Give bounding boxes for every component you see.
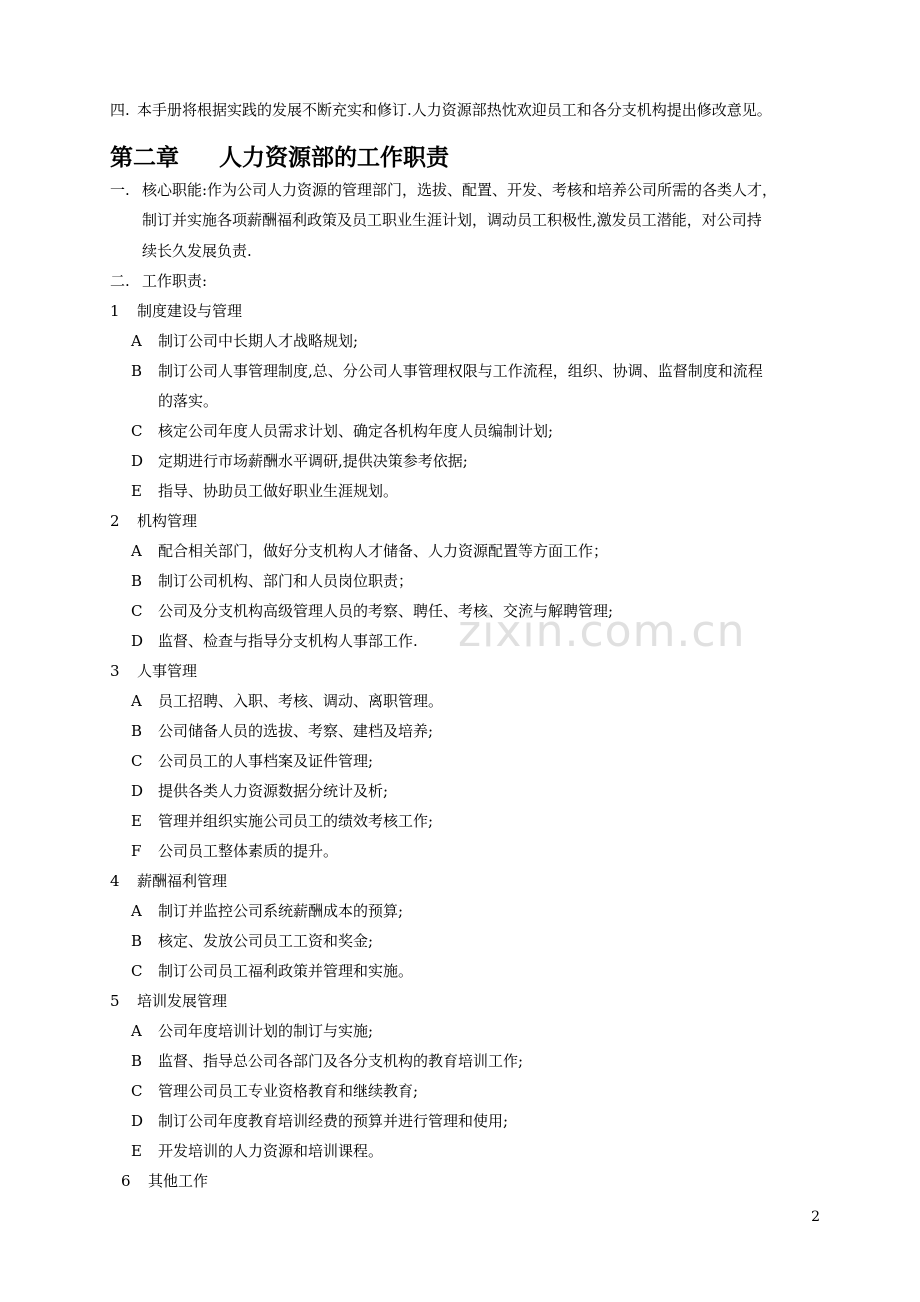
item-letter: F (131, 842, 142, 860)
item-text: 制订公司年度教育培训经费的预算并进行管理和使用; (158, 1112, 509, 1130)
intro-text: 本手册将根据实践的发展不断充实和修订.人力资源部热忱欢迎员工和各分支机构提出修改意见。 (137, 101, 772, 119)
chapter-number: 第二章 (110, 145, 179, 171)
list-marker: 二. (110, 272, 130, 290)
item-text: 监督、指导总公司各部门及各分支机构的教育培训工作; (158, 1052, 524, 1070)
item-text: 公司员工整体素质的提升。 (158, 842, 339, 860)
item-letter: D (131, 782, 144, 800)
section-number: 5 (110, 992, 120, 1010)
item-text: 开发培训的人力资源和培训课程。 (158, 1142, 384, 1160)
item-letter: B (131, 722, 143, 740)
item-text: 提供各类人力资源数据分统计及析; (158, 782, 389, 800)
section-title: 人事管理 (137, 662, 198, 680)
item-letter: C (131, 1082, 143, 1100)
core-function-line: 核心职能:作为公司人力资源的管理部门，选拔、配置、开发、考核和培养公司所需的各类人才， (142, 181, 778, 199)
duties-heading-text: 工作职责: (142, 272, 208, 290)
core-function-line: 续长久发展负责. (142, 242, 252, 260)
item-letter: B (131, 362, 143, 380)
item-text: 监督、检查与指导分支机构人事部工作. (158, 632, 418, 650)
item-text: 核定公司年度人员需求计划、确定各机构年度人员编制计划; (158, 422, 554, 440)
item-text-continued: 的落实。 (158, 392, 219, 410)
item-text: 配合相关部门，做好分支机构人才储备、人力资源配置等方面工作； (158, 542, 609, 560)
item-letter: D (131, 452, 144, 470)
item-letter: A (131, 1022, 142, 1040)
item-letter: E (131, 1142, 142, 1160)
item-letter: D (131, 1112, 144, 1130)
chapter-heading (110, 143, 449, 173)
section-title: 制度建设与管理 (137, 302, 243, 320)
item-text: 公司及分支机构高级管理人员的考察、聘任、考核、交流与解聘管理; (158, 602, 614, 620)
item-text: 制订并监控公司系统薪酬成本的预算; (158, 902, 404, 920)
item-text: 公司年度培训计划的制订与实施; (158, 1022, 374, 1040)
item-letter: B (131, 1052, 143, 1070)
item-text: 管理公司员工专业资格教育和继续教育; (158, 1082, 419, 1100)
item-text: 指导、协助员工做好职业生涯规划。 (158, 482, 399, 500)
item-letter: A (131, 902, 142, 920)
item-text: 核定、发放公司员工工资和奖金; (158, 932, 374, 950)
item-text: 制订公司员工福利政策并管理和实施。 (158, 962, 414, 980)
item-letter: B (131, 572, 143, 590)
item-letter: D (131, 632, 144, 650)
item-letter: C (131, 752, 143, 770)
core-function-line: 制订并实施各项薪酬福利政策及员工职业生涯计划，调动员工积极性,激发员工潜能，对公司持 (142, 211, 762, 229)
item-text: 员工招聘、入职、考核、调动、离职管理。 (158, 692, 444, 710)
section-number: 2 (110, 512, 120, 530)
item-text: 制订公司中长期人才战略规划; (158, 332, 359, 350)
item-text: 管理并组织实施公司员工的绩效考核工作; (158, 812, 434, 830)
section-title: 机构管理 (137, 512, 198, 530)
item-letter: A (131, 692, 142, 710)
item-text: 制订公司机构、部门和人员岗位职责； (158, 572, 414, 590)
item-letter: C (131, 602, 143, 620)
page-number: 2 (811, 1209, 820, 1225)
section-title: 薪酬福利管理 (137, 872, 228, 890)
watermark: zixin.com.cn (458, 606, 746, 657)
item-text: 制订公司人事管理制度,总、分公司人事管理权限与工作流程，组织、协调、监督制度和流程 (158, 362, 763, 380)
section-number: 1 (110, 302, 120, 320)
chapter-title: 人力资源部的工作职责 (219, 145, 449, 171)
section-title: 其他工作 (148, 1172, 209, 1190)
item-letter: E (131, 482, 142, 500)
list-marker: 四. (110, 101, 130, 119)
item-text: 定期进行市场薪酬水平调研,提供决策参考依据; (158, 452, 468, 470)
section-title: 培训发展管理 (137, 992, 228, 1010)
section-number: 6 (121, 1172, 131, 1190)
item-text: 公司员工的人事档案及证件管理; (158, 752, 374, 770)
section-number: 4 (110, 872, 120, 890)
item-letter: A (131, 542, 142, 560)
section-number: 3 (110, 662, 120, 680)
item-letter: C (131, 422, 143, 440)
item-letter: B (131, 932, 143, 950)
item-letter: E (131, 812, 142, 830)
item-letter: C (131, 962, 143, 980)
item-letter: A (131, 332, 142, 350)
list-marker: 一. (110, 181, 130, 199)
item-text: 公司储备人员的选拔、考察、建档及培养; (158, 722, 434, 740)
